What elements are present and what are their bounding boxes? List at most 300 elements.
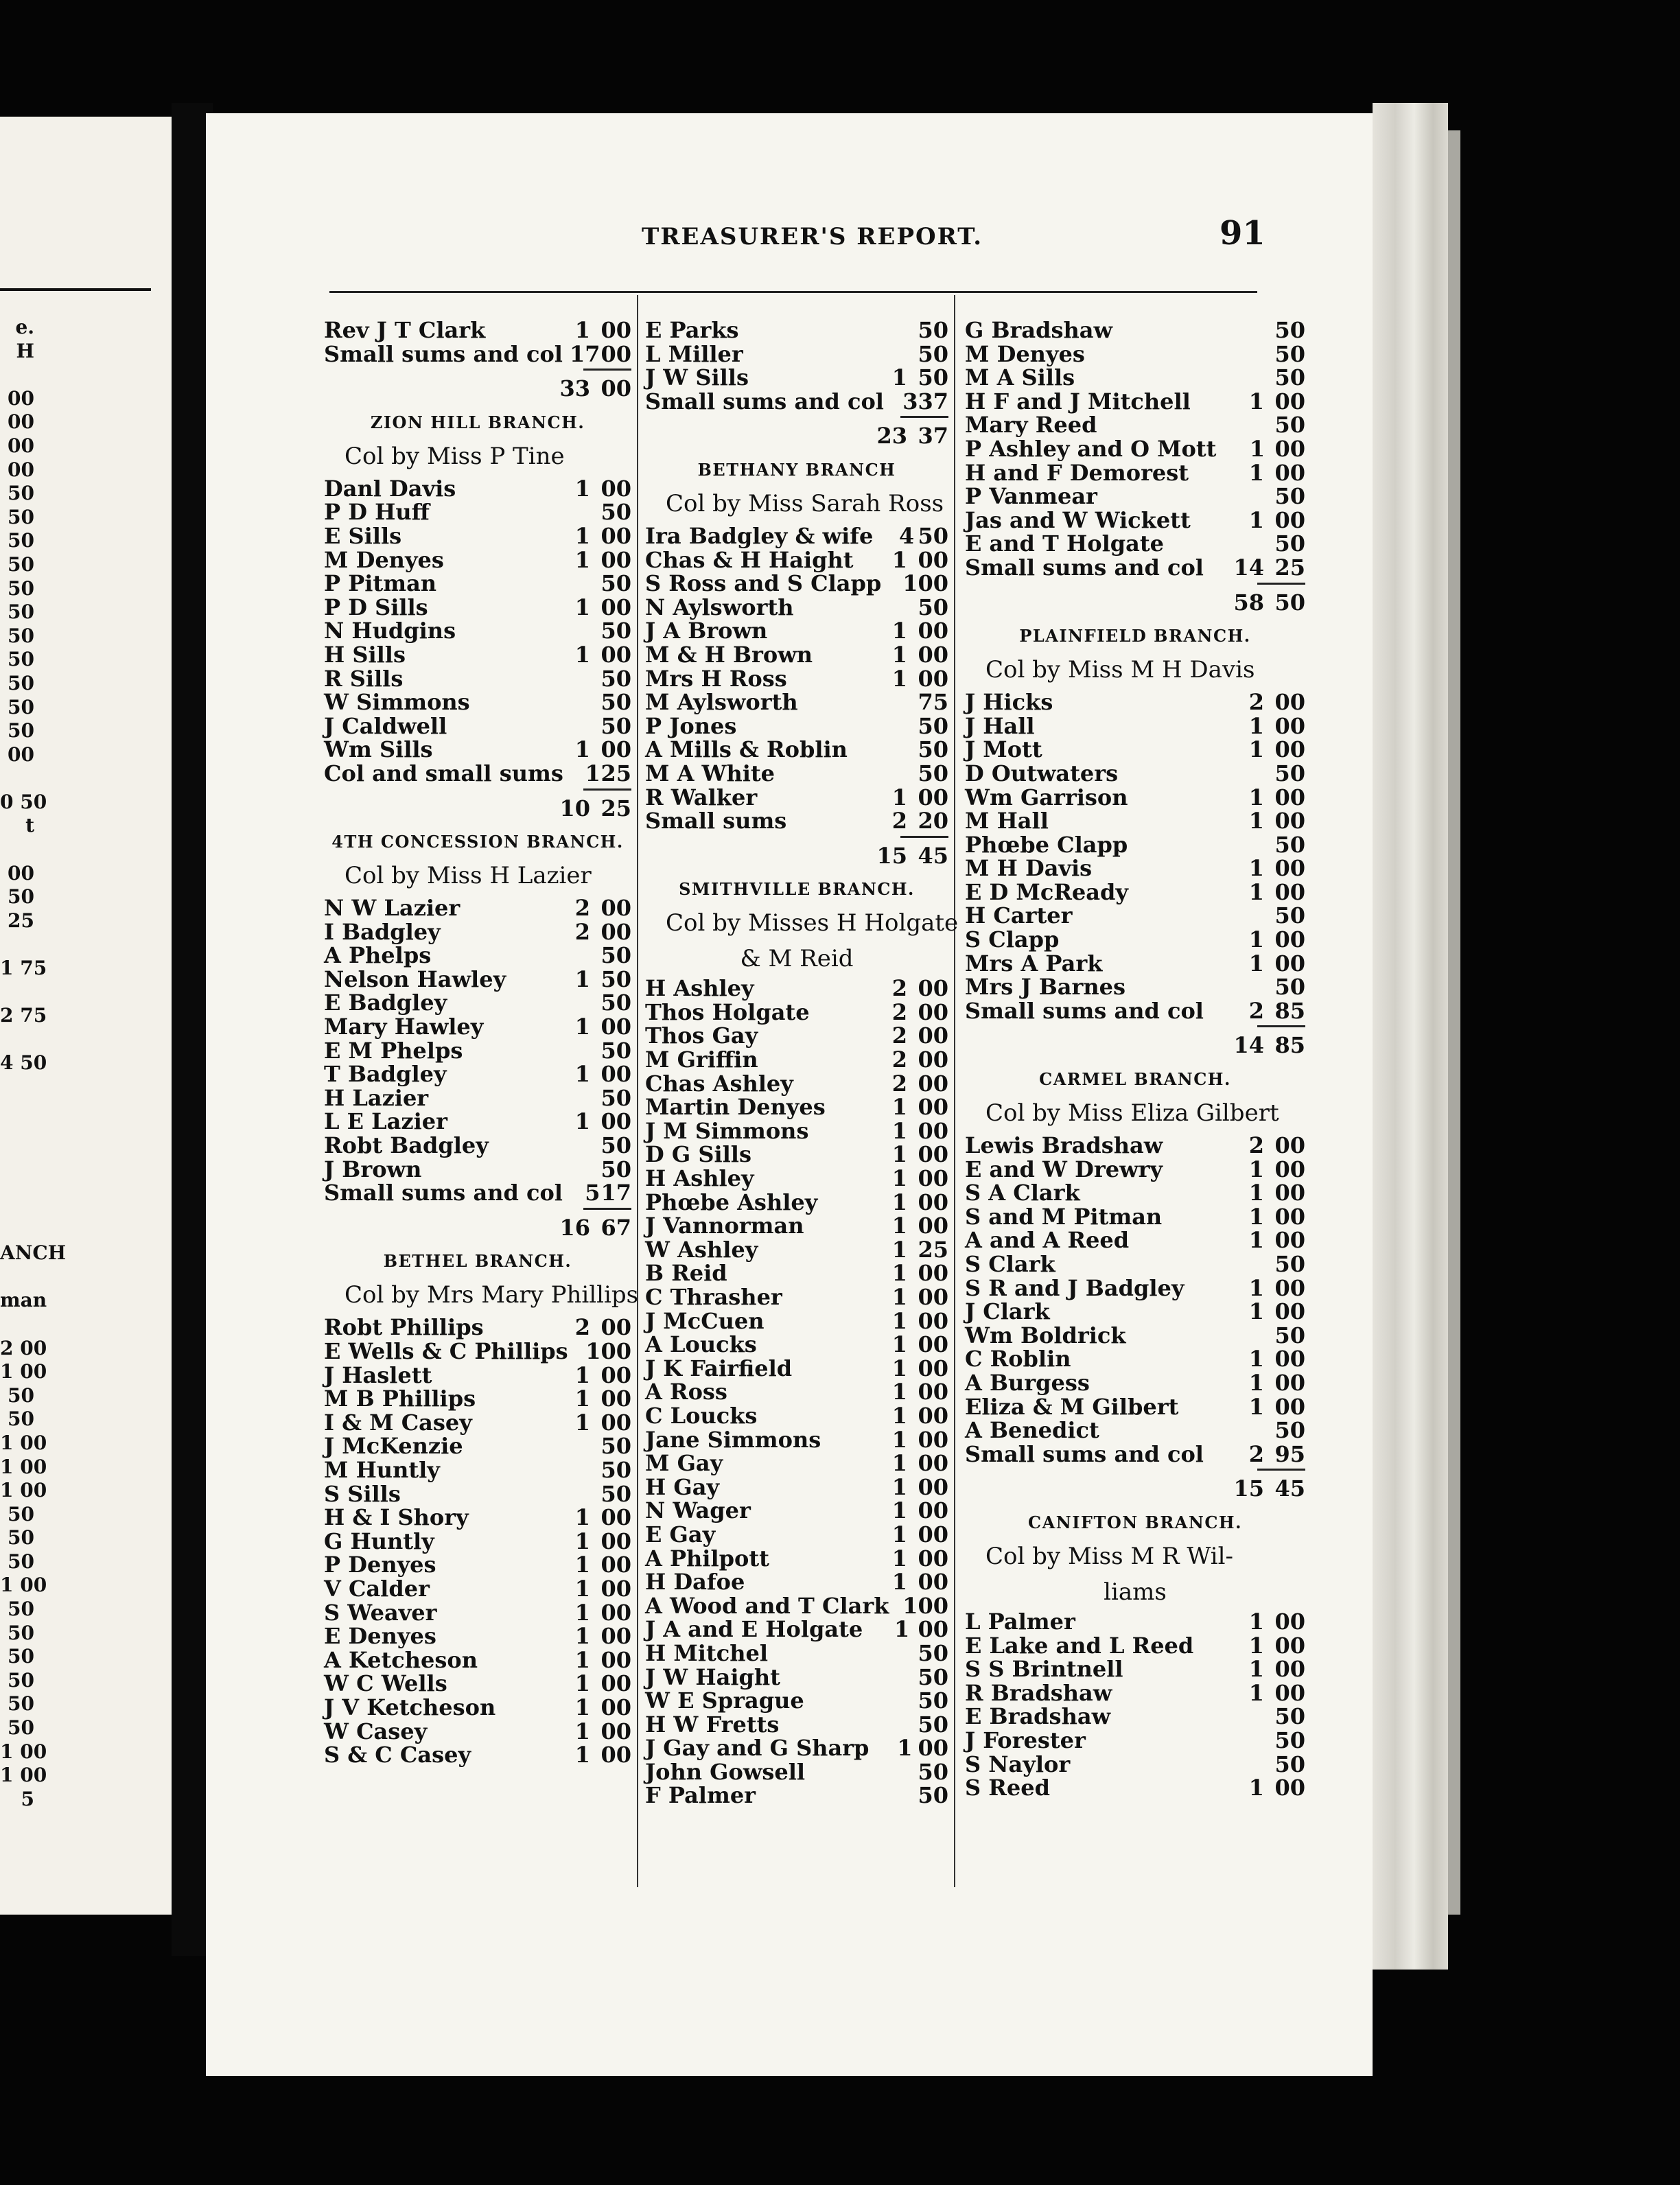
entry-cents: 00 — [600, 1409, 631, 1436]
entry-name: Mary Reed — [965, 412, 1097, 439]
entry-name: H Carter — [965, 902, 1073, 929]
entry-dollars: 1 — [574, 1528, 590, 1554]
entry-name: S and M Pitman — [965, 1203, 1163, 1230]
entry-cents: 00 — [918, 1331, 948, 1358]
page-number: 91 — [1220, 214, 1265, 253]
entry-cents: 00 — [918, 1473, 948, 1500]
ledger-entry — [324, 1433, 631, 1460]
entry-name: Robt Phillips — [324, 1314, 484, 1341]
branch-total — [645, 423, 948, 447]
facing-page-fragment-text: 50 — [8, 552, 34, 576]
facing-page-fragment-text: 50 — [8, 885, 34, 909]
entry-cents: 50 — [600, 1456, 631, 1483]
facing-page-fragment-text: 50 — [8, 1526, 34, 1550]
entry-name: D G Sills — [645, 1141, 751, 1168]
facing-page-fragment-text: 00 — [8, 458, 34, 481]
ledger-entry — [324, 547, 631, 571]
entry-cents: 00 — [918, 1450, 948, 1477]
collector-line: Col by Miss M H Davis — [985, 656, 1255, 684]
ledger-entry — [965, 1132, 1305, 1159]
entry-name: Lewis Bradshaw — [965, 1132, 1163, 1159]
facing-page-fragment-text: 50 — [8, 1550, 34, 1573]
entry-name: W E Sprague — [645, 1687, 804, 1714]
entry-name: H Gay — [645, 1473, 720, 1500]
entry-name: L Miller — [645, 340, 743, 367]
entry-dollars: 1 — [894, 1616, 910, 1643]
ledger-entry — [645, 1213, 948, 1237]
entry-cents: 50 — [918, 1711, 948, 1738]
entry-dollars: 1 — [891, 1521, 907, 1547]
entry-dollars: 1 — [891, 1569, 907, 1596]
entry-name: W Casey — [324, 1718, 428, 1744]
entry-name: S R and J Badgley — [965, 1274, 1185, 1301]
entry-dollars: 1 — [574, 1718, 590, 1744]
ledger-entry — [645, 570, 948, 597]
ledger-entry — [324, 760, 631, 784]
entry-name: M Denyes — [324, 546, 444, 573]
entry-dollars: 1 — [1248, 1227, 1264, 1254]
entry-name: M Gay — [645, 1450, 723, 1477]
collector-line: Col by Miss P Tine — [345, 442, 565, 470]
entry-cents: 50 — [600, 1084, 631, 1111]
facing-page-fragment-text: 50 — [8, 1716, 34, 1740]
entry-name: N Wager — [645, 1497, 751, 1524]
entry-cents: 50 — [1274, 364, 1305, 391]
column-rule — [954, 295, 955, 1887]
entry-dollars: 1 — [574, 475, 590, 502]
entry-name: E and W Drewry — [965, 1156, 1163, 1182]
entry-dollars: 1 — [891, 1141, 907, 1168]
entry-cents: 50 — [918, 594, 948, 620]
ledger-entry — [965, 832, 1305, 856]
entry-cents: 50 — [1274, 1417, 1305, 1444]
entry-name: M Hall — [965, 808, 1049, 834]
ledger-entry — [965, 1703, 1305, 1730]
entry-cents: 00 — [1274, 435, 1305, 462]
entry-dollars: 1 — [1249, 435, 1265, 462]
total-rule — [965, 579, 1305, 589]
entry-name: H & I Shory — [324, 1504, 469, 1531]
ledger-entry — [645, 1118, 948, 1142]
entry-name: E Wells & C Phillips — [324, 1338, 568, 1364]
entry-dollars: 14 — [1233, 1032, 1264, 1059]
entry-cents: 37 — [918, 423, 948, 449]
ledger-entry — [645, 1141, 948, 1168]
entry-name: A Mills & Roblin — [645, 736, 848, 763]
entry-cents: 25 — [600, 795, 631, 821]
total-rule — [324, 784, 631, 795]
entry-name: J McCuen — [645, 1307, 765, 1334]
ledger-entry — [965, 879, 1305, 903]
entry-name: H Dafoe — [645, 1569, 745, 1596]
entry-dollars: 1 — [1248, 1346, 1264, 1372]
entry-cents: 00 — [600, 1670, 631, 1697]
entry-name: Wm Sills — [324, 736, 433, 763]
facing-page-fragment-text: 50 — [8, 1668, 34, 1692]
entry-cents: 00 — [918, 1569, 948, 1596]
entry-cents: 50 — [600, 689, 631, 716]
entry-cents: 00 — [600, 895, 631, 922]
total-rule — [645, 832, 948, 843]
facing-page-fragment-text: 1 00 — [0, 1574, 47, 1597]
ledger-entry — [324, 1014, 631, 1038]
entry-dollars: 1 — [1248, 736, 1264, 763]
entry-name: S S Brintnell — [965, 1656, 1123, 1683]
entry-name: J M Simmons — [645, 1117, 809, 1144]
page-edges-shadow — [1448, 130, 1460, 1915]
entry-cents: 50 — [1274, 831, 1305, 858]
entry-dollars: 1 — [574, 1552, 590, 1578]
entry-cents: 00 — [918, 570, 948, 597]
entry-name: Martin Denyes — [645, 1094, 826, 1121]
entry-cents: 50 — [600, 1156, 631, 1182]
entry-cents: 50 — [918, 1758, 948, 1785]
ledger-entry — [965, 1609, 1305, 1633]
facing-page-fragment-text: 1 00 — [0, 1740, 47, 1763]
ledger-entry — [324, 713, 631, 737]
entry-cents: 00 — [918, 1117, 948, 1144]
entry-cents: 50 — [600, 942, 631, 969]
ledger-entry — [324, 1623, 631, 1650]
collector-line: & M Reid — [740, 945, 854, 973]
ledger-entry — [645, 1759, 948, 1783]
ledger-entry — [324, 1742, 631, 1766]
facing-page-fragment-text: 00 — [8, 743, 34, 766]
ledger-entry — [645, 1071, 948, 1095]
ledger-entry — [965, 950, 1305, 977]
entry-cents: 25 — [1274, 554, 1305, 581]
entry-cents: 50 — [1274, 589, 1305, 616]
entry-dollars: 17 — [570, 340, 600, 367]
entry-cents: 50 — [1274, 902, 1305, 929]
entry-name: M Denyes — [965, 340, 1085, 367]
entry-cents: 00 — [600, 317, 631, 343]
entry-name: E Sills — [324, 522, 402, 549]
entry-cents: 00 — [918, 1735, 948, 1762]
entry-name: Small sums and col — [324, 340, 563, 367]
ledger-entry — [645, 1047, 948, 1071]
entry-cents: 00 — [1274, 459, 1305, 486]
entry-cents: 00 — [600, 1362, 631, 1388]
entry-cents: 50 — [918, 1782, 948, 1809]
ledger-entry — [645, 1023, 948, 1047]
entry-cents: 00 — [918, 1094, 948, 1121]
facing-page-fragment-text: 00 — [8, 434, 34, 457]
entry-name: N W Lazier — [324, 895, 460, 922]
entry-name: V Calder — [324, 1575, 430, 1602]
entry-dollars: 1 — [574, 1362, 590, 1388]
facing-page-fragment-text: 50 — [8, 1407, 34, 1431]
entry-dollars: 1 — [1248, 1203, 1264, 1230]
entry-dollars: 1 — [891, 1355, 907, 1381]
entry-cents: 00 — [918, 1284, 948, 1310]
entry-name: J Hicks — [965, 689, 1053, 716]
entry-dollars: 1 — [891, 1213, 907, 1239]
facing-page-fragment-text: 4 50 — [0, 1051, 47, 1075]
entry-dollars: 1 — [1248, 1274, 1264, 1301]
entry-cents: 50 — [918, 364, 948, 391]
entry-dollars: 2 — [1248, 1440, 1264, 1467]
entry-name: C Thrasher — [645, 1284, 782, 1310]
entry-cents: 00 — [1274, 1679, 1305, 1706]
entry-cents: 00 — [1274, 855, 1305, 882]
ledger-entry — [965, 1204, 1305, 1228]
entry-name: S Clapp — [965, 926, 1060, 953]
entry-cents: 00 — [600, 736, 631, 763]
entry-cents: 85 — [1274, 1032, 1305, 1059]
entry-cents: 00 — [600, 1386, 631, 1412]
ledger-entry — [324, 1576, 631, 1600]
facing-page-fragment-text: 50 — [8, 1598, 34, 1621]
entry-dollars: 5 — [585, 1180, 600, 1206]
entry-cents: 00 — [1274, 1180, 1305, 1206]
entry-cents: 50 — [918, 1687, 948, 1714]
entry-name: P D Huff — [324, 499, 430, 526]
entry-name: Mrs A Park — [965, 950, 1103, 977]
running-head: TREASURER'S REPORT. — [642, 223, 983, 250]
entry-dollars: 1 — [1248, 1156, 1264, 1182]
ledger-entry — [645, 1640, 948, 1664]
entry-cents: 50 — [600, 618, 631, 644]
ledger-entry — [324, 942, 631, 969]
entry-name: A Wood and T Clark — [645, 1592, 889, 1619]
entry-dollars: 1 — [1248, 388, 1264, 414]
ledger-entry — [965, 1751, 1305, 1775]
entry-dollars: 2 — [891, 1070, 907, 1097]
entry-dollars: 1 — [1248, 808, 1264, 834]
ledger-entry — [965, 974, 1305, 1001]
entry-dollars: 1 — [574, 736, 590, 763]
entry-name: M Huntly — [324, 1456, 440, 1483]
facing-page-fragment-text: 50 — [8, 576, 34, 600]
entry-name: Nelson Hawley — [324, 966, 506, 992]
entry-dollars: 1 — [1248, 878, 1264, 905]
entry-dollars: 1 — [891, 1450, 907, 1477]
total-rule — [324, 364, 631, 375]
entry-cents: 50 — [1274, 1251, 1305, 1277]
entry-name: J Gay and G Sharp — [645, 1735, 870, 1762]
entry-name: J McKenzie — [324, 1433, 463, 1460]
entry-name: H W Fretts — [645, 1711, 780, 1738]
entry-cents: 00 — [1274, 1608, 1305, 1635]
ledger-column-3 — [965, 317, 1305, 1799]
entry-name: Wm Boldrick — [965, 1322, 1126, 1348]
ledger-entry — [645, 1735, 948, 1762]
ledger-column-1 — [324, 317, 639, 1768]
entry-cents: 00 — [600, 1528, 631, 1554]
entry-cents: 00 — [600, 1108, 631, 1135]
entry-cents: 50 — [1274, 1703, 1305, 1730]
ledger-entry — [645, 975, 948, 1002]
entry-name: R Bradshaw — [965, 1679, 1112, 1706]
entry-dollars: 2 — [891, 975, 907, 1002]
entry-dollars: 1 — [574, 1575, 590, 1602]
entry-cents: 00 — [918, 1426, 948, 1453]
entry-name: W C Wells — [324, 1670, 447, 1697]
ledger-entry — [965, 1156, 1305, 1180]
entry-dollars: 1 — [574, 1061, 590, 1088]
ledger-entry — [965, 713, 1305, 737]
ledger-entry — [324, 499, 631, 526]
entry-dollars: 4 — [898, 522, 915, 549]
ledger-entry — [965, 1394, 1305, 1418]
entry-name: S A Clark — [965, 1180, 1080, 1206]
ledger-entry — [645, 713, 948, 737]
ledger-entry — [965, 436, 1305, 460]
entry-dollars: 58 — [1233, 589, 1264, 616]
entry-name: E D McReady — [965, 878, 1128, 905]
entry-cents: 00 — [918, 1189, 948, 1215]
entry-cents: 00 — [1274, 736, 1305, 763]
ledger-entry — [965, 1346, 1305, 1370]
facing-page-fragment-text: 50 — [8, 1502, 34, 1526]
entry-cents: 00 — [918, 1047, 948, 1073]
entry-dollars: 1 — [1248, 1393, 1264, 1420]
entry-cents: 00 — [600, 1646, 631, 1673]
entry-cents: 00 — [1274, 1298, 1305, 1325]
entry-name: C Roblin — [965, 1346, 1071, 1372]
ledger-entry — [645, 642, 948, 666]
entry-cents: 00 — [600, 1314, 631, 1341]
ledger-entry — [965, 902, 1305, 929]
facing-page-fragment-text: 50 — [8, 671, 34, 694]
entry-name: S Sills — [324, 1480, 401, 1507]
entry-cents: 50 — [1274, 974, 1305, 1001]
entry-name: A Philpott — [645, 1545, 769, 1571]
entry-dollars: 1 — [1248, 712, 1264, 739]
ledger-entry — [324, 618, 631, 642]
entry-dollars: 1 — [574, 1409, 590, 1436]
entry-name: Rev J T Clark — [324, 317, 486, 343]
facing-page-fragment-text — [0, 767, 165, 791]
facing-page-fragment-text: 1 00 — [0, 1479, 47, 1502]
entry-cents: 00 — [918, 1355, 948, 1381]
ledger-entry — [645, 1569, 948, 1596]
entry-cents: 50 — [918, 736, 948, 763]
entry-name: W Simmons — [324, 689, 470, 716]
entry-name: Chas Ashley — [645, 1070, 793, 1097]
facing-page-fragment-text — [0, 363, 165, 387]
entry-dollars: 16 — [559, 1214, 590, 1241]
ledger-entry — [324, 1156, 631, 1180]
entry-cents: 00 — [600, 1552, 631, 1578]
entry-name: J Vannorman — [645, 1213, 804, 1239]
entry-name: L E Lazier — [324, 1108, 447, 1135]
ledger-entry — [965, 341, 1305, 365]
facing-page-fragment — [0, 117, 172, 1915]
entry-name: Chas & H Haight — [645, 546, 854, 573]
ledger-entry — [324, 1085, 631, 1109]
entry-cents: 00 — [600, 594, 631, 620]
entry-name: D Outwaters — [965, 760, 1119, 786]
entry-cents: 00 — [600, 522, 631, 549]
entry-name: P D Sills — [324, 594, 428, 620]
entry-cents: 00 — [600, 1338, 631, 1364]
facing-page-fragment-text: 2 00 — [0, 1336, 47, 1359]
entry-dollars: 1 — [891, 784, 907, 810]
facing-page-fragment-text: 1 00 — [0, 1360, 47, 1383]
entry-cents: 00 — [600, 1061, 631, 1088]
facing-page-fragment-text: 00 — [8, 410, 34, 434]
entry-name: Wm Garrison — [965, 784, 1128, 810]
facing-page-fragment-text — [0, 1123, 165, 1147]
entry-dollars: 33 — [559, 375, 590, 402]
entry-cents: 50 — [600, 712, 631, 739]
entry-name: S Clark — [965, 1251, 1055, 1277]
ledger-entry — [324, 1670, 631, 1697]
entry-dollars: 1 — [891, 364, 907, 391]
facing-page-fragment-text: 50 — [8, 624, 34, 647]
entry-dollars: 2 — [1248, 1132, 1264, 1159]
ledger-entry — [324, 1061, 631, 1088]
entry-cents: 00 — [918, 1379, 948, 1405]
ledger-entry — [645, 1403, 948, 1427]
ledger-entry — [324, 1647, 631, 1671]
entry-cents: 00 — [1274, 388, 1305, 414]
ledger-entry — [324, 341, 631, 365]
facing-page-fragment-text: man — [0, 1289, 47, 1312]
ledger-entry — [645, 999, 948, 1023]
ledger-entry — [324, 1314, 631, 1341]
facing-page-column — [0, 316, 165, 1963]
entry-cents: 50 — [600, 665, 631, 692]
entry-cents: 00 — [600, 375, 631, 402]
entry-dollars: 1 — [891, 1165, 907, 1192]
branch-total — [965, 1475, 1305, 1502]
facing-page-fragment-text: 1 00 — [0, 1764, 47, 1787]
entry-cents: 50 — [1274, 1322, 1305, 1348]
entry-name: Phœbe Ashley — [645, 1189, 818, 1215]
facing-page-fragment-text: 50 — [8, 1645, 34, 1668]
entry-cents: 00 — [918, 1141, 948, 1168]
facing-page-fragment-text: 50 — [8, 1692, 34, 1716]
facing-page-fragment-text: 2 75 — [0, 1004, 47, 1027]
ledger-entry — [965, 388, 1305, 412]
entry-cents: 00 — [600, 546, 631, 573]
collector-line: Col by Misses H Holgate — [666, 909, 959, 937]
branch-total — [324, 795, 631, 819]
ledger-entry — [645, 1379, 948, 1403]
ledger-entry — [645, 1308, 948, 1332]
ledger-entry — [965, 855, 1305, 882]
entry-name: J W Sills — [645, 364, 749, 391]
entry-name: M Aylsworth — [645, 689, 798, 716]
entry-cents: 00 — [1274, 1132, 1305, 1159]
entry-dollars: 1 — [1248, 506, 1264, 533]
entry-cents: 00 — [600, 1599, 631, 1626]
collector-line: Col by Miss H Lazier — [345, 862, 592, 890]
entry-dollars: 2 — [574, 1314, 590, 1341]
facing-page-fragment-text: 25 — [8, 909, 34, 932]
facing-page-rule — [0, 288, 151, 291]
entry-name: H and F Demorest — [965, 459, 1189, 486]
entry-name: Robt Badgley — [324, 1132, 489, 1159]
entry-cents: 00 — [918, 665, 948, 692]
entry-dollars: 1 — [574, 546, 590, 573]
branch-heading: BETHEL BRANCH. — [383, 1251, 572, 1272]
entry-dollars: 2 — [1248, 689, 1264, 716]
entry-name: Small sums and col — [965, 1440, 1204, 1467]
branch-heading: BETHANY BRANCH — [697, 459, 896, 480]
entry-name: P Vanmear — [965, 483, 1097, 510]
facing-page-fragment-text: 50 — [8, 600, 34, 624]
ledger-entry — [965, 1275, 1305, 1299]
entry-cents: 00 — [918, 618, 948, 644]
entry-cents: 00 — [918, 1521, 948, 1547]
entry-cents: 00 — [1274, 506, 1305, 533]
entry-name: E Bradshaw — [965, 1703, 1111, 1730]
entry-cents: 50 — [918, 1639, 948, 1666]
